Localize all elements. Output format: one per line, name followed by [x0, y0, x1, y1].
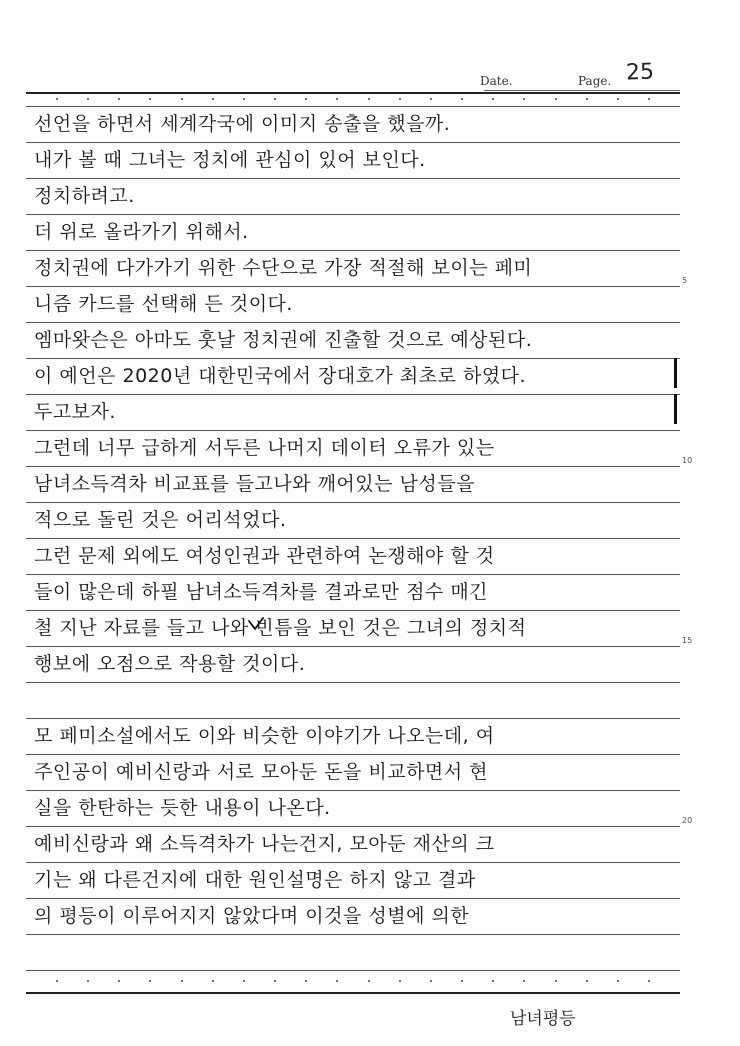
- dot: [336, 980, 338, 982]
- header-rule: [484, 90, 680, 91]
- dot: [461, 980, 463, 982]
- dot: [648, 98, 650, 100]
- dot: [461, 98, 463, 100]
- dot: [492, 98, 494, 100]
- dot: [586, 980, 588, 982]
- text-line: [26, 395, 680, 431]
- handwritten-line-9: 두고보자.: [34, 401, 116, 423]
- dot: [212, 980, 214, 982]
- dot: [430, 980, 432, 982]
- dot: [56, 98, 58, 100]
- dot: [149, 980, 151, 982]
- dot: [555, 98, 557, 100]
- dot: [181, 980, 183, 982]
- text-line: [26, 215, 680, 251]
- text-line: [26, 359, 680, 395]
- page-header: [480, 60, 690, 94]
- handwritten-line-13: 그런 문제 외에도 여성인권과 관련하여 논쟁해야 할 것: [34, 545, 495, 567]
- dot: [648, 980, 650, 982]
- text-line: [26, 323, 680, 359]
- text-line: [26, 719, 680, 755]
- dot: [305, 980, 307, 982]
- frame-bottom-line: [26, 992, 680, 994]
- page-label: Page.: [578, 74, 612, 88]
- text-line: [26, 647, 680, 683]
- handwritten-line-23: 의 평등이 이루어지지 않았다며 이것을 성별에 의한: [34, 905, 470, 927]
- margin-number-20: 20: [682, 816, 693, 825]
- dot: [399, 980, 401, 982]
- text-line: [26, 791, 680, 827]
- dot: [118, 980, 120, 982]
- dot: [243, 980, 245, 982]
- handwritten-line-14: 들이 많은데 하필 남녀소득격차를 결과로만 점수 매긴: [34, 581, 489, 603]
- dot: [118, 98, 120, 100]
- text-line-empty: [26, 935, 680, 971]
- handwritten-line-22: 기는 왜 다른건지에 대한 원인설명은 하지 않고 결과: [34, 869, 476, 891]
- footer-note: 남녀평등: [510, 1009, 576, 1029]
- dot: [305, 98, 307, 100]
- text-line: [26, 539, 680, 575]
- handwritten-line-21: 예비신랑과 왜 소득격차가 나는건지, 모아둔 재산의 크: [34, 833, 495, 855]
- handwritten-line-12: 적으로 돌린 것은 어리석었다.: [34, 509, 287, 531]
- handwritten-line-20: 실을 한탄하는 듯한 내용이 나온다.: [34, 797, 331, 819]
- margin-number-10: 10: [682, 456, 693, 465]
- dot: [617, 980, 619, 982]
- handwritten-line-1: 선언을 하면서 세계각국에 이미지 송출을 했을까.: [34, 113, 451, 135]
- top-dots-row: [26, 94, 680, 104]
- handwritten-line-7: 엠마왓슨은 아마도 훗날 정치권에 진출할 것으로 예상된다.: [34, 329, 533, 351]
- lined-area: [26, 92, 693, 992]
- handwritten-line-11: 남녀소득격차 비교표를 들고나와 깨어있는 남성들을: [34, 473, 475, 495]
- handwritten-line-8: 이 예언은 2020년 대한민국에서 장대호가 최초로 하였다.: [34, 365, 527, 387]
- dot: [586, 98, 588, 100]
- dot: [430, 98, 432, 100]
- dot: [336, 98, 338, 100]
- text-line: [26, 143, 680, 179]
- dot: [492, 980, 494, 982]
- dot: [212, 98, 214, 100]
- text-line: [26, 287, 680, 323]
- text-line: [26, 503, 680, 539]
- text-line: [26, 755, 680, 791]
- text-line: [26, 431, 680, 467]
- margin-number-15: 15: [682, 636, 693, 645]
- handwritten-line-16: 행보에 오점으로 작용할 것이다.: [34, 653, 306, 675]
- handwritten-line-3: 정치하려고.: [34, 185, 135, 207]
- text-line: [26, 899, 680, 935]
- dot: [87, 98, 89, 100]
- text-line: [26, 467, 680, 503]
- handwritten-line-4: 더 위로 올라가기 위해서.: [34, 221, 249, 243]
- handwritten-line-10: 그런데 너무 급하게 서두른 나머지 데이터 오류가 있는: [34, 437, 495, 459]
- bottom-dots-row: [26, 976, 680, 986]
- handwritten-line-19: 주인공이 예비신랑과 서로 모아둔 돈을 비교하면서 현: [34, 761, 489, 783]
- checkmark-icon: [248, 616, 264, 632]
- dot: [368, 980, 370, 982]
- text-line: [26, 611, 680, 647]
- handwritten-line-18: 모 페미소설에서도 이와 비슷한 이야기가 나오는데, 여: [34, 725, 495, 747]
- text-line: [26, 863, 680, 899]
- text-line: [26, 827, 680, 863]
- text-line: [26, 179, 680, 215]
- handwritten-line-6: 니즘 카드를 선택해 든 것이다.: [34, 293, 293, 315]
- margin-number-5: 5: [682, 276, 688, 285]
- text-line-blank: [26, 683, 680, 719]
- handwritten-line-5: 정치권에 다가가기 위한 수단으로 가장 적절해 보이는 페미: [34, 257, 533, 279]
- dot: [243, 98, 245, 100]
- dot: [274, 98, 276, 100]
- dot: [523, 980, 525, 982]
- text-line: [26, 575, 680, 611]
- dot: [274, 980, 276, 982]
- handwritten-line-2: 내가 볼 때 그녀는 정치에 관심이 있어 보인다.: [34, 149, 426, 171]
- page-number: 25: [625, 59, 655, 86]
- handwritten-line-15: 철 지난 자료를 들고 나와 빈틈을 보인 것은 그녀의 정치적: [34, 617, 527, 639]
- dot: [555, 980, 557, 982]
- dot: [523, 98, 525, 100]
- date-label: Date.: [480, 74, 513, 88]
- dot: [181, 98, 183, 100]
- text-line: [26, 107, 680, 143]
- dot: [399, 98, 401, 100]
- dot: [368, 98, 370, 100]
- dot: [617, 98, 619, 100]
- margin-pen-stroke: [674, 358, 677, 388]
- text-line: [26, 251, 680, 287]
- dot: [56, 980, 58, 982]
- dot: [87, 980, 89, 982]
- dot: [149, 98, 151, 100]
- margin-pen-stroke: [674, 394, 677, 424]
